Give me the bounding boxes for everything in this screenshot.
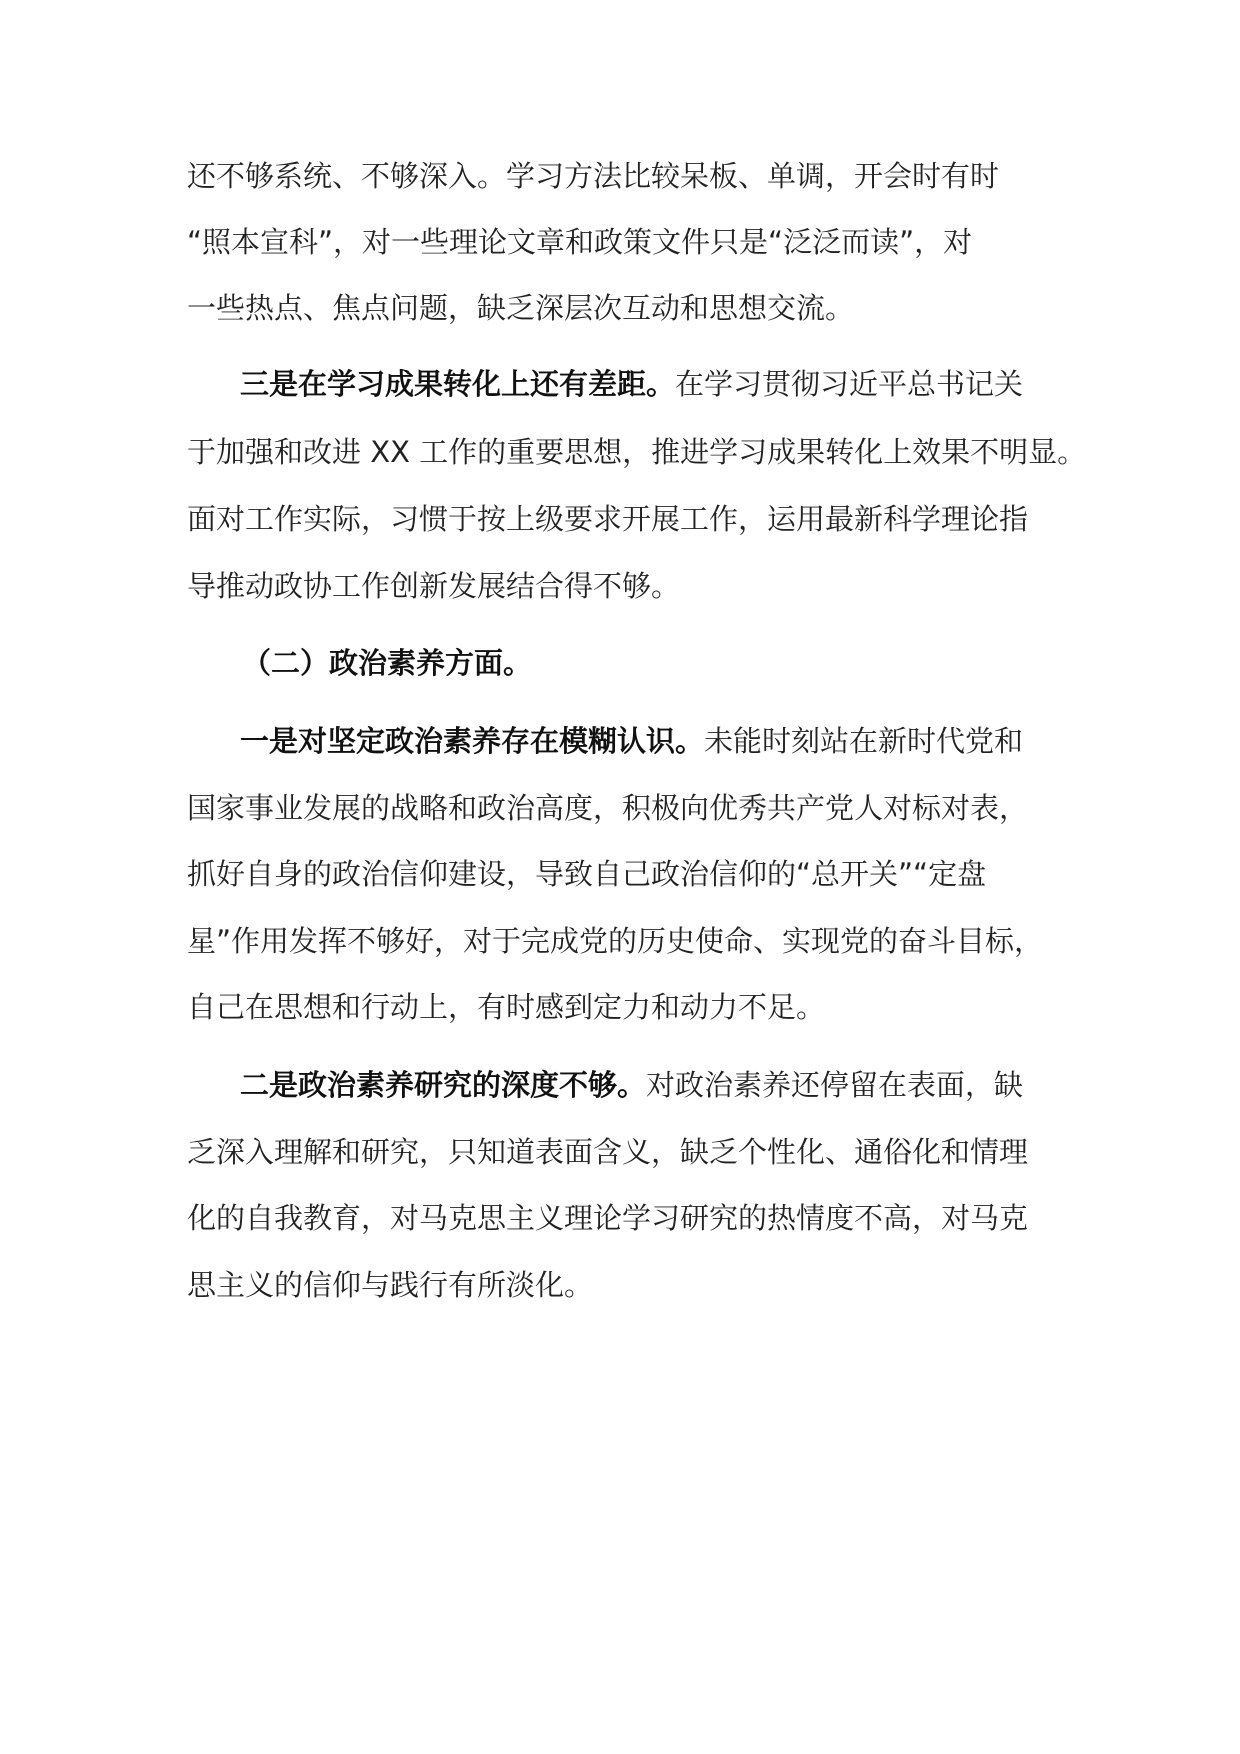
text-line-first [240, 364, 1023, 404]
text-line: 思主义的信仰与践行有所淡化。 [187, 1268, 594, 1302]
text-line: “照本宣科”，对一些理论文章和政策文件只是“泛泛而读”，对 [187, 225, 973, 259]
text-line: 一些热点、焦点问题，缺乏深层次互动和思想交流。 [187, 291, 855, 325]
text-line: 导推动政协工作创新发展结合得不够。 [187, 569, 681, 603]
text-line: 星”作用发挥不够好，对于完成党的历史使命、实现党的奋斗目标， [187, 924, 1044, 958]
text-line: 自己在思想和行动上，有时感到定力和动力不足。 [187, 990, 826, 1024]
text-line-first [240, 1065, 1023, 1105]
paragraph-lead: 三是在学习成果转化上还有差距。 [240, 367, 676, 401]
paragraph-first-line-rest: 对政治素养还停留在表面，缺 [646, 1068, 1024, 1102]
paragraph-lead: 二是政治素养研究的深度不够。 [240, 1068, 647, 1102]
text-line: 于加强和改进 XX 工作的重要思想，推进学习成果转化上效果不明显。 [187, 435, 1087, 469]
section-heading: （二）政治素养方面。 [242, 646, 533, 680]
text-line: 抓好自身的政治信仰建设，导致自己政治信仰的“总开关”“定盘 [187, 857, 987, 891]
text-line: 还不够系统、不够深入。学习方法比较呆板、单调，开会时有时 [187, 159, 1000, 193]
text-line: 国家事业发展的战略和政治高度，积极向优秀共产党人对标对表， [187, 791, 1029, 825]
paragraph-lead: 一是对坚定政治素养存在模糊认识。 [240, 724, 705, 758]
text-line-first [240, 721, 1023, 761]
text-line: 化的自我教育，对马克思主义理论学习研究的热情度不高，对马克 [187, 1201, 1029, 1235]
paragraph-first-line-rest: 未能时刻站在新时代党和 [704, 724, 1024, 758]
paragraph-first-line-rest: 在学习贯彻习近平总书记关 [675, 367, 1024, 401]
text-line: 乏深入理解和研究，只知道表面含义，缺乏个性化、通俗化和情理 [187, 1135, 1029, 1169]
text-line: 面对工作实际，习惯于按上级要求开展工作，运用最新科学理论指 [187, 502, 1029, 536]
